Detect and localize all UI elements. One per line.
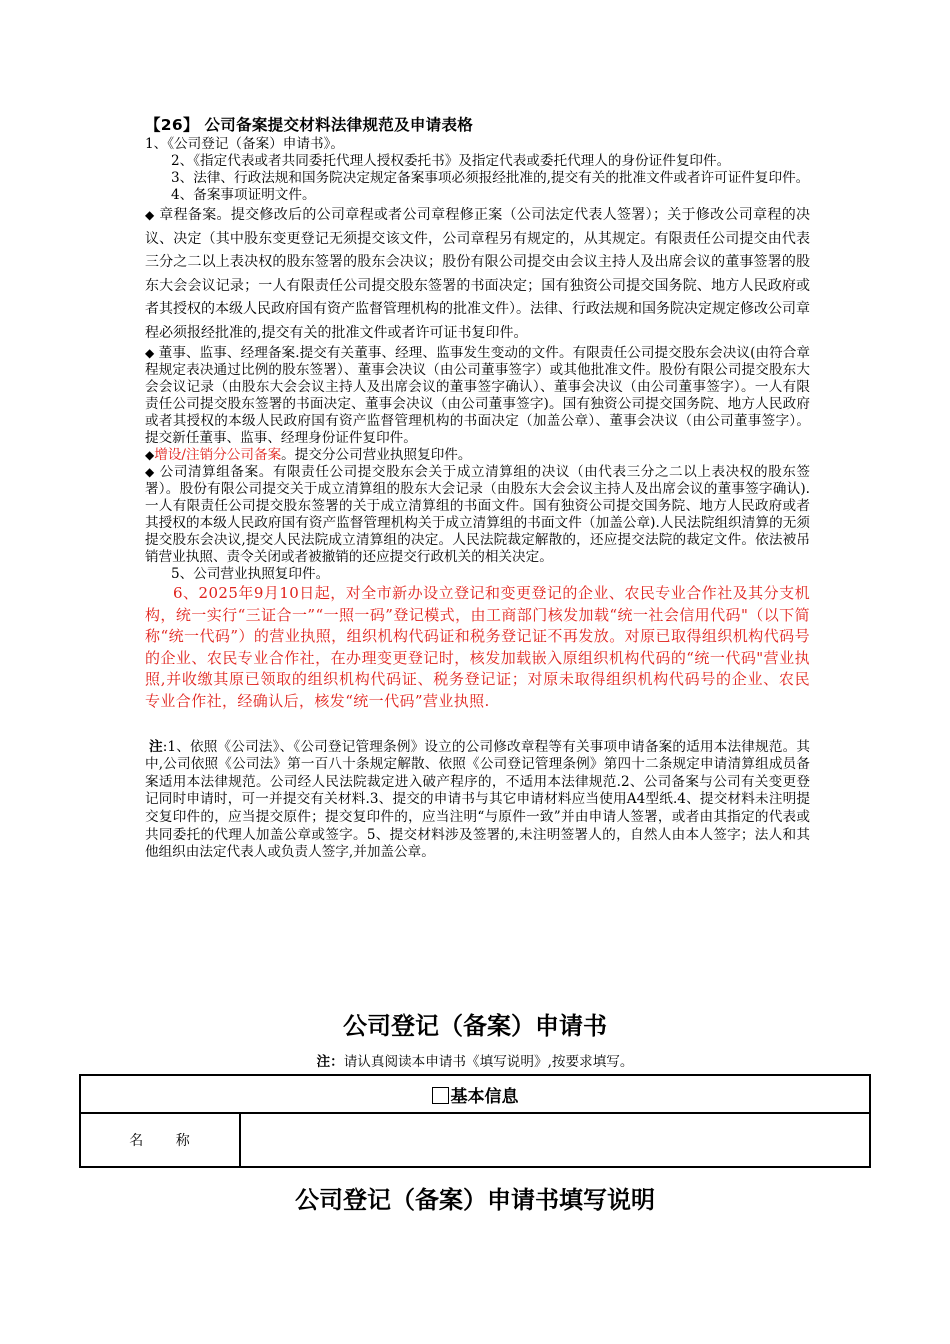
item-3: 3、法律、行政法规和国务院决定规定备案事项必须报经批准的,提交有关的批准文件或者许可证件复印件。 xyxy=(171,170,810,186)
item-5: 5、公司营业执照复印件。 xyxy=(171,566,330,582)
instructions-title: 公司登记（备案）申请书填写说明 xyxy=(295,1186,655,1214)
item-6-red-notice: 6、2025年9月10日起，对全市新办设立登记和变更登记的企业、农民专业合作社及其分支机构，统一实行“三证合一”“一照一码”登记模式，由工商部门核发加载“统一社会信用代码"（以下简称“统一代码”）的营业执照，组织机构代码证和税务登记证不再发放。对原已取得组织机构代码号的企业、农民专业合作社，在办理变更登记时，核发加载嵌入原组织机构代码的“统一代码"营业执照,并收缴其原已领取的组织机构代码证、税务登记证；对原未取得组织机构代码号的企业、农民专业合作社，经确认后，核发“统一代码”营业执照. xyxy=(145,584,810,710)
bullet-directors xyxy=(145,345,810,447)
name-value-field[interactable] xyxy=(240,1113,870,1167)
name-label: 名 称 xyxy=(129,1133,191,1149)
bullet-liquidation-text: 公司清算组备案。有限责任公司提交股东会关于成立清算组的决议（由代表三分之二以上表决权的股东签署）。股份有限公司提交关于成立清算组的股东大会记录（由股东大会会议主持人及出席会议的董事签字确认).一人有限责任公司提交股东签署的关于成立清算组的书面文件。国有独资公司提交国务院、地方人民政府或者其授权的本级人民政府国有资产监督管理机构关于成立清算组的书面文件（加盖公章).人民法院组织清算的无须提交股东会决议,提交人民法院成立清算组的决定。人民法院裁定解散的，还应提交法院的裁定文件。依法被吊销营业执照、责令关闭或者被撤销的还应提交行政机关的相关决定。 xyxy=(145,464,810,565)
document-title: 【26】 公司备案提交材料法律规范及申请表格 xyxy=(145,116,474,134)
checkbox-icon[interactable] xyxy=(432,1087,449,1104)
section-label: 基本信息 xyxy=(450,1086,519,1107)
document-body xyxy=(145,114,810,862)
item-1: 1、《公司登记（备案）申请书》。 xyxy=(145,136,344,152)
bullet-directors-text: 董事、监事、经理备案.提交有关董事、经理、监事发生变动的文件。有限责任公司提交股东会决议(由符合章程规定表决通过比例的股东签署）、董事会决议（由公司董事签字）或其他批准文件。股份有限公司提交股东大会会议记录（由股东大会会议主持人及出席会议的董事签字确认）、董事会决议（由公司董事签字）。一人有限责任公司提交股东签署的书面决定、董事会决议（由公司董事签字)。国有独资公司提交国务院、地方人民政府或者其授权的本级人民政府国有资产监督管理机构的书面决定（加盖公章）、董事会决议（由公司董事签字）。提交新任董事、监事、经理身份证件复印件。 xyxy=(145,345,810,446)
note-text: :1、依照《公司法》、《公司登记管理条例》设立的公司修改章程等有关事项申请备案的适用本法律规范。其中,公司依照《公司法》第一百八十条规定解散、依照《公司登记管理条例》第四十二条规定申请清算组成员备案适用本法律规范。公司经人民法院裁定进入破产程序的，不适用本法律规范.2、公司备案与公司有关变更登记同时申请时，可一并提交有关材料.3、提交的申请书与其它申请材料应当使用A4型纸.4、提交材料未注明提交复印件的，应当提交原件；提交复印件的，应当注明“与原件一致”并由申请人签署，或者由其指定的代表或共同委托的代理人加盖公章或签字。5、提交材料涉及签署的,未注明签署人的，自然人由本人签字；法人和其他组织由法定代表人或负责人签字,并加盖公章。 xyxy=(145,738,810,861)
form-note xyxy=(0,1050,950,1070)
bullet-charter-text: 章程备案。提交修改后的公司章程或者公司章程修正案（公司法定代表人签署）；关于修改公司章程的决议、决定（其中股东变更登记无须提交该文件，公司章程另有规定的，从其规定。有限责任公司提交由代表三分之二以上表决权的股东签署的股东会决议；股份有限公司提交由会议主持人及出席会议的董事签署的股东大会会议记录；一人有限责任公司提交股东签署的书面决定；国有独资公司提交国务院、地方人民政府或者其授权的本级人民政府国有资产监督管理机构的批准文件）。法律、行政法规和国务院决定规定修改公司章程必须报经批准的,提交有关的批准文件或者许可证书复印件。 xyxy=(145,207,811,341)
form-note-label: 注： xyxy=(316,1054,344,1070)
diamond-icon: ◆ xyxy=(145,208,155,222)
bullet-liquidation xyxy=(145,464,810,566)
note-paragraph xyxy=(145,739,810,862)
bullet-branch-text: 。提交分公司营业执照复印件。 xyxy=(281,447,472,463)
bullet-charter xyxy=(145,204,810,345)
diamond-icon: ◆ xyxy=(145,465,155,479)
basic-info-table xyxy=(79,1074,871,1168)
diamond-icon: ◆ xyxy=(145,346,155,360)
form-note-text: 请认真阅读本申请书《填写说明》,按要求填写。 xyxy=(343,1054,634,1070)
bullet-branch xyxy=(145,447,810,464)
item-2: 2、《指定代表或者共同委托代理人授权委托书》及指定代表或委托代理人的身份证件复印件。 xyxy=(171,153,731,169)
name-label-cell xyxy=(80,1113,240,1167)
section-header-basic-info xyxy=(80,1075,870,1113)
form-title: 公司登记（备案）申请书 xyxy=(343,1012,607,1040)
diamond-icon: ◆ xyxy=(145,448,155,462)
item-4: 4、备案事项证明文件。 xyxy=(171,187,316,203)
bullet-branch-highlight: 增设/注销分公司备案 xyxy=(154,447,282,463)
note-label: 注 xyxy=(149,738,163,755)
